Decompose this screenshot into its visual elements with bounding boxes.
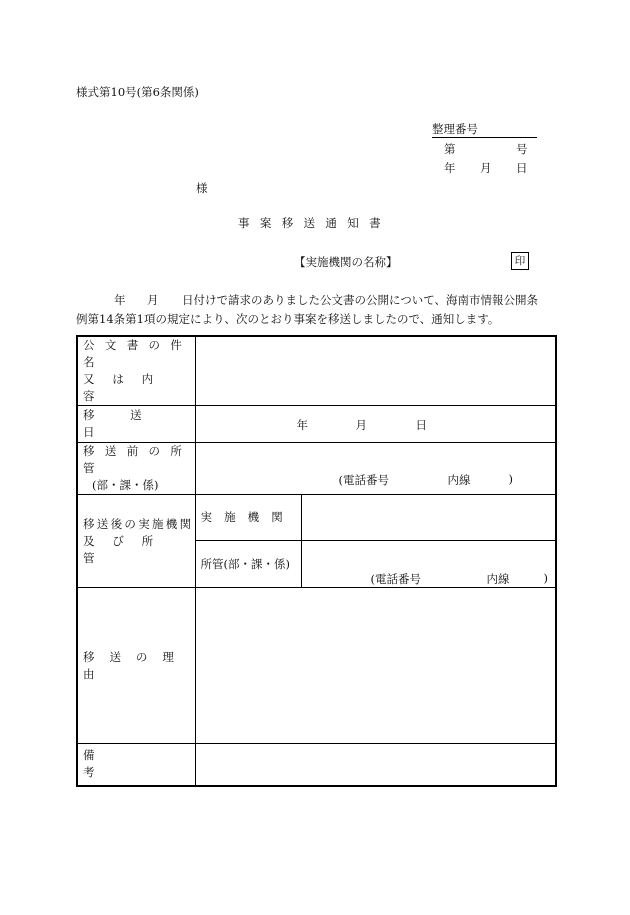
agency-value[interactable] (301, 495, 556, 541)
transfer-date-day: 日 (415, 418, 427, 432)
issue-date-day: 日 (516, 161, 528, 175)
reason-label: 移送の理由 (83, 649, 189, 681)
addressee-suffix: 様 (196, 181, 208, 195)
agency-label-cell (195, 495, 301, 541)
issue-date-year: 年 (444, 161, 456, 175)
after-agency-label-cell (77, 495, 195, 588)
row-document-name (77, 336, 556, 406)
issue-date-month: 月 (480, 161, 492, 175)
row-reason (77, 588, 556, 744)
remarks-value[interactable] (195, 744, 556, 786)
transfer-date-label: 移送日 (83, 408, 178, 439)
body-line1-text: 日付けで請求のありました公文書の公開について、海南市情報公開条 (182, 293, 539, 307)
before-phone-close: ) (508, 472, 513, 486)
before-phone-open: (電話番号 (338, 473, 389, 487)
body-line1-month: 月 (147, 293, 159, 307)
before-department-label-line2: (部・課・係) (92, 478, 159, 492)
reason-value[interactable] (195, 588, 556, 744)
after-agency-label-line2: 及び所管 (83, 533, 171, 565)
row-transfer-date (77, 406, 556, 443)
document-name-label-line2: 又は内容 (83, 372, 171, 403)
remarks-label-cell (77, 744, 195, 786)
before-department-label-cell (77, 443, 195, 495)
issuer-name: 【実施機関の名称】 (294, 255, 398, 269)
form-id: 様式第10号(第6条関係) (76, 85, 199, 99)
transfer-date-value[interactable] (195, 406, 556, 443)
transfer-date-month: 月 (355, 418, 367, 432)
row-remarks (77, 744, 556, 786)
after-extension-label: 内線 (486, 572, 510, 586)
body-line1-year: 年 (114, 293, 126, 307)
document-name-value[interactable] (195, 336, 556, 406)
body-line2-text: 例第14条第1項の規定により、次のとおり事案を移送しましたので、通知します。 (76, 312, 500, 326)
seal-mark: 印 (511, 252, 529, 270)
reference-number-prefix: 第 (444, 142, 456, 156)
before-extension-label: 内線 (447, 473, 471, 487)
reference-number-label-text: 整理番号 (432, 122, 478, 136)
dept-value[interactable] (301, 541, 556, 588)
reference-number-label (432, 121, 537, 138)
after-phone-open: (電話番号 (370, 572, 421, 586)
transfer-date-label-cell (77, 406, 195, 443)
document-name-label-line1: 公文書の件名 (83, 338, 193, 369)
agency-label: 実施機関 (200, 510, 295, 524)
row-after-agency (77, 495, 556, 541)
dept-label-cell (195, 541, 301, 588)
reason-label-cell (77, 588, 195, 744)
remarks-label: 備考 (83, 748, 178, 780)
document-title: 事案移送通知書 (238, 216, 391, 230)
after-phone-close: ) (543, 571, 548, 585)
before-department-label-line1: 移送前の所管 (83, 444, 193, 475)
transfer-details-table (76, 335, 557, 787)
before-department-value[interactable] (195, 443, 556, 495)
reference-number-suffix: 号 (516, 142, 528, 156)
document-name-label-cell (77, 336, 195, 406)
transfer-date-year: 年 (296, 418, 308, 432)
row-before-department (77, 443, 556, 495)
after-agency-label-line1: 移送後の実施機関 (83, 516, 194, 531)
dept-label: 所管(部・課・係) (200, 556, 290, 571)
